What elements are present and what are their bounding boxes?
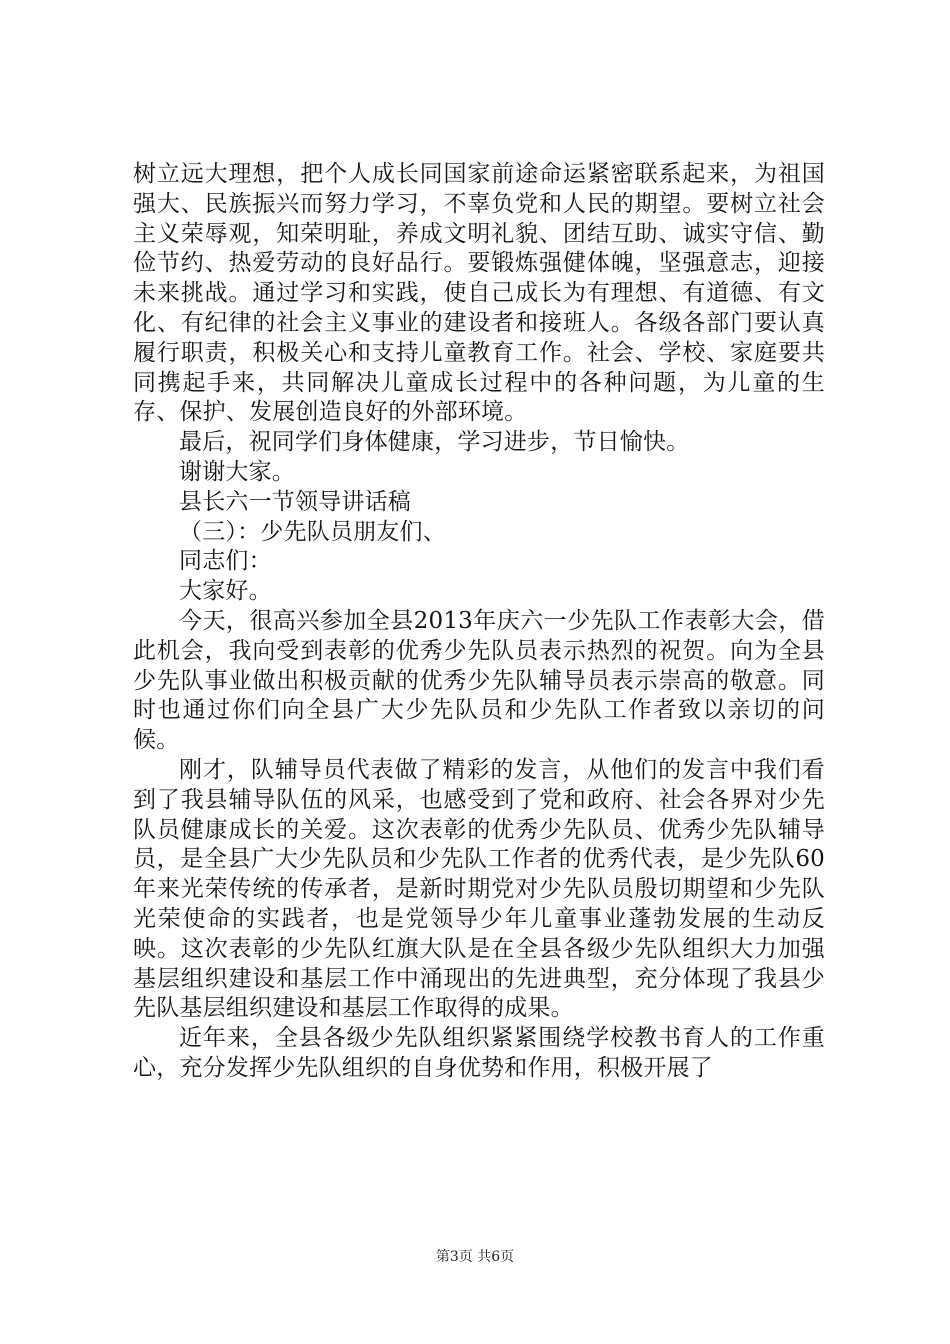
salutation-line-2: 同志们： bbox=[179, 548, 272, 575]
greeting-line: 大家好。 bbox=[179, 578, 272, 605]
paragraph-today: 今天，很高兴参加全县2013年庆六一少先队工作表彰大会，借此机会，我向受到表彰的优秀少先队员表示热烈的祝贺。向为全县少先队事业做出积极贡献的优秀少先队辅导员表示崇高的敬意。同时也通过你们向全县广大少先队员和少先队工作者致以亲切的问候。 bbox=[133, 607, 825, 754]
section-title: 县长六一节领导讲话稿 bbox=[179, 488, 411, 515]
paragraph-recent-years: 近年来，全县各级少先队组织紧紧围绕学校教书育人的工作重心，充分发挥少先队组织的自身优势和作用，积极开展了 bbox=[133, 1025, 825, 1081]
paragraph-continued: 树立远大理想，把个人成长同国家前途命运紧密联系起来，为祖国强大、民族振兴而努力学习，不辜负党和人民的期望。要树立社会主义荣辱观，知荣明耻，养成文明礼貌、团结互助、诚实守信、勤俭节约、热爱劳动的良好品行。要锻炼强健体魄，坚强意志，迎接未来挑战。通过学习和实践，使自己成长为有理想、有道德、有文化、有纪律的社会主义事业的建设者和接班人。各级各部门要认真履行职责，积极关心和支持儿童教育工作。社会、学校、家庭要共同携起手来，共同解决儿童成长过程中的各种问题，为儿童的生存、保护、发展创造良好的外部环境。 bbox=[133, 161, 825, 426]
paragraph-just-now: 刚才，队辅导员代表做了精彩的发言，从他们的发言中我们看到了我县辅导队伍的风采，也感受到了党和政府、社会各界对少先队员健康成长的关爱。这次表彰的优秀少先队员、优秀少先队辅导员，是全县广大少先队员和少先队工作者的优秀代表，是少先队60年来光荣传统的传承者，是新时期党对少先队员殷切期望和少先队光荣使命的实践者，也是党领导少年儿童事业蓬勃发展的生动反映。这次表彰的少先队红旗大队是在全县各级少先队组织大力加强基层组织建设和基层工作中涌现出的先进典型，充分体现了我县少先队基层组织建设和基层工作取得的成果。 bbox=[133, 756, 825, 1022]
paragraph-closing-wishes: 最后，祝同学们身体健康，学习进步，节日愉快。 bbox=[179, 429, 690, 456]
document-body bbox=[133, 160, 825, 1084]
page-footer: 第3页 共6页 bbox=[435, 1249, 515, 1265]
salutation-line-1: （三）：少先队员朋友们、 bbox=[179, 518, 446, 545]
paragraph-thanks: 谢谢大家。 bbox=[179, 458, 295, 485]
